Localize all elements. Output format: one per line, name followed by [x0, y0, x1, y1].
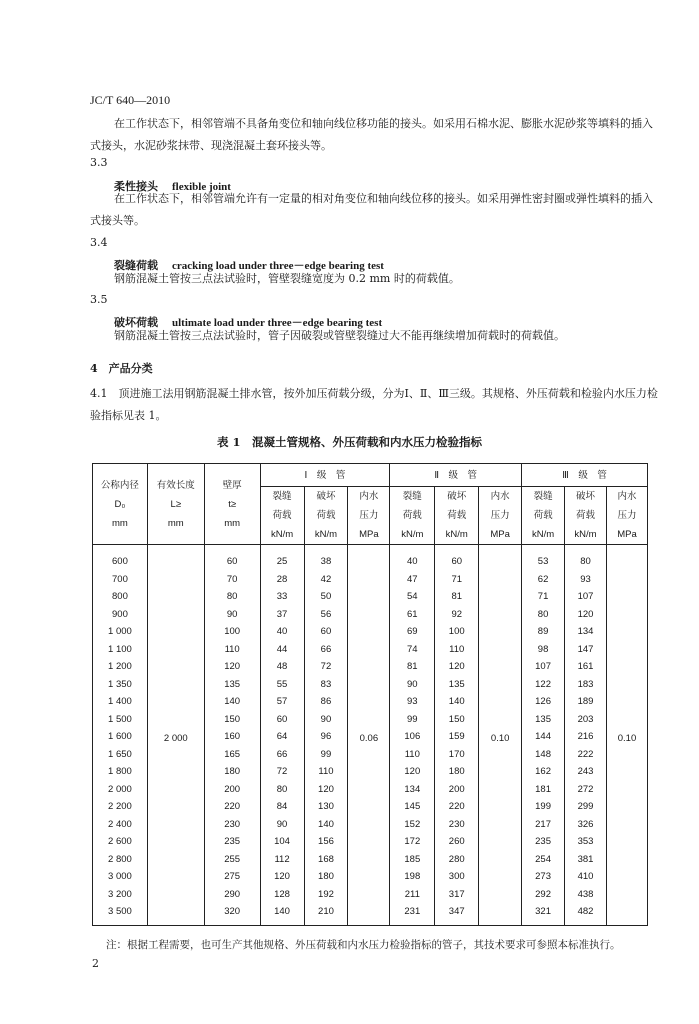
- grade2-ultimate-load-cell: 159: [435, 728, 479, 746]
- term-en: cracking load under three－edge bearing test: [172, 260, 384, 272]
- grade1-ultimate-load-cell: 50: [304, 588, 348, 606]
- grade1-crack-load-cell: 66: [260, 746, 304, 764]
- grade3-crack-load-cell: 144: [522, 728, 565, 746]
- wall-thickness-cell: 80: [204, 588, 260, 606]
- grade1-ultimate-load-cell: 99: [304, 746, 348, 764]
- grade3-crack-load-cell: 254: [522, 851, 565, 869]
- grade3-ultimate-load-cell: 353: [565, 833, 607, 851]
- grade2-ultimate-load-cell: 71: [435, 571, 479, 589]
- grade2-crack-load-cell: 106: [390, 728, 435, 746]
- clause-number-3-4: 3.4: [90, 236, 108, 249]
- grade3-crack-load-cell: 292: [522, 886, 565, 904]
- grade1-crack-load-cell: 84: [260, 798, 304, 816]
- term-en: flexible joint: [172, 181, 231, 193]
- wall-thickness-cell: 120: [204, 658, 260, 676]
- grade3-ultimate-load-cell: 134: [565, 623, 607, 641]
- grade3-ultimate-load-cell: 482: [565, 903, 607, 925]
- grade2-crack-load-cell: 40: [390, 545, 435, 571]
- grade1-crack-load-cell: 140: [260, 903, 304, 925]
- grade1-crack-load-cell: 44: [260, 641, 304, 659]
- grade1-crack-load-cell: 28: [260, 571, 304, 589]
- grade2-crack-load-cell: 61: [390, 606, 435, 624]
- nominal-diameter-cell: 2 600: [93, 833, 148, 851]
- grade2-ultimate-load-cell: 347: [435, 903, 479, 925]
- nominal-diameter-cell: 1 500: [93, 711, 148, 729]
- grade1-ultimate-load-cell: 110: [304, 763, 348, 781]
- wall-thickness-cell: 60: [204, 545, 260, 571]
- ultimate-load-definition: 钢筋混凝土管按三点法试验时，管子因破裂或管壁裂缝过大不能再继续增加荷载时的荷载值。: [114, 329, 565, 342]
- header-nominal-diameter: 公称内径 D₀ mm: [93, 464, 148, 545]
- grade2-crack-load-cell: 93: [390, 693, 435, 711]
- grade3-crack-load-cell: 71: [522, 588, 565, 606]
- grade1-crack-load-cell: 55: [260, 676, 304, 694]
- nominal-diameter-cell: 2 200: [93, 798, 148, 816]
- header-crack-load: 裂缝 荷载 kN/m: [260, 487, 304, 545]
- grade1-crack-load-cell: 104: [260, 833, 304, 851]
- nominal-diameter-cell: 800: [93, 588, 148, 606]
- grade2-ultimate-load-cell: 92: [435, 606, 479, 624]
- grade3-ultimate-load-cell: 222: [565, 746, 607, 764]
- grade3-crack-load-cell: 148: [522, 746, 565, 764]
- wall-thickness-cell: 320: [204, 903, 260, 925]
- grade2-ultimate-load-cell: 260: [435, 833, 479, 851]
- grade2-crack-load-cell: 110: [390, 746, 435, 764]
- wall-thickness-cell: 200: [204, 781, 260, 799]
- header-crack-load: 裂缝 荷载 kN/m: [390, 487, 435, 545]
- header-water-pressure: 内水 压力 MPa: [606, 487, 647, 545]
- grade1-ultimate-load-cell: 130: [304, 798, 348, 816]
- grade3-ultimate-load-cell: 161: [565, 658, 607, 676]
- wall-thickness-cell: 90: [204, 606, 260, 624]
- grade1-ultimate-load-cell: 192: [304, 886, 348, 904]
- grade1-crack-load-cell: 40: [260, 623, 304, 641]
- rigid-joint-definition: 在工作状态下，相邻管端不具备角变位和轴向线位移功能的接头。如采用石棉水泥、膨胀水泥砂浆等填料的插入式接头，水泥砂浆抹带、现浇混凝土套环接头等。: [90, 117, 653, 152]
- grade1-ultimate-load-cell: 86: [304, 693, 348, 711]
- grade1-ultimate-load-cell: 156: [304, 833, 348, 851]
- grade3-ultimate-load-cell: 438: [565, 886, 607, 904]
- grade3-crack-load-cell: 89: [522, 623, 565, 641]
- grade2-ultimate-load-cell: 317: [435, 886, 479, 904]
- grade2-ultimate-load-cell: 280: [435, 851, 479, 869]
- grade3-crack-load-cell: 126: [522, 693, 565, 711]
- clause-4-1: 4.1 顶进施工法用钢筋混凝土排水管，按外加压荷载分级，分为Ⅰ、Ⅱ、Ⅲ三级。其规格、外压荷载和检验内水压力检验指标见表 1。: [90, 387, 658, 422]
- grade2-crack-load-cell: 231: [390, 903, 435, 925]
- nominal-diameter-cell: 2 800: [93, 851, 148, 869]
- grade1-ultimate-load-cell: 66: [304, 641, 348, 659]
- grade2-ultimate-load-cell: 110: [435, 641, 479, 659]
- grade1-pressure-cell: 0.06: [348, 545, 390, 926]
- grade1-crack-load-cell: 120: [260, 868, 304, 886]
- grade1-crack-load-cell: 80: [260, 781, 304, 799]
- grade1-ultimate-load-cell: 168: [304, 851, 348, 869]
- grade3-crack-load-cell: 273: [522, 868, 565, 886]
- wall-thickness-cell: 150: [204, 711, 260, 729]
- header-ultimate-load: 破坏 荷载 kN/m: [565, 487, 607, 545]
- grade3-ultimate-load-cell: 203: [565, 711, 607, 729]
- wall-thickness-cell: 70: [204, 571, 260, 589]
- grade1-crack-load-cell: 25: [260, 545, 304, 571]
- grade2-crack-load-cell: 211: [390, 886, 435, 904]
- grade1-crack-load-cell: 33: [260, 588, 304, 606]
- grade1-crack-load-cell: 90: [260, 816, 304, 834]
- nominal-diameter-cell: 700: [93, 571, 148, 589]
- grade3-ultimate-load-cell: 243: [565, 763, 607, 781]
- header-effective-length: 有效长度 L≥ mm: [147, 464, 204, 545]
- grade3-ultimate-load-cell: 183: [565, 676, 607, 694]
- nominal-diameter-cell: 1 350: [93, 676, 148, 694]
- grade1-crack-load-cell: 48: [260, 658, 304, 676]
- nominal-diameter-cell: 1 100: [93, 641, 148, 659]
- wall-thickness-cell: 255: [204, 851, 260, 869]
- grade2-ultimate-load-cell: 200: [435, 781, 479, 799]
- header-wall-thickness: 壁厚 t≥ mm: [204, 464, 260, 545]
- grade1-ultimate-load-cell: 42: [304, 571, 348, 589]
- header-ultimate-load: 破坏 荷载 kN/m: [435, 487, 479, 545]
- grade3-crack-load-cell: 53: [522, 545, 565, 571]
- grade1-ultimate-load-cell: 72: [304, 658, 348, 676]
- nominal-diameter-cell: 3 000: [93, 868, 148, 886]
- page-number: 2: [92, 957, 99, 970]
- wall-thickness-cell: 100: [204, 623, 260, 641]
- grade3-ultimate-load-cell: 410: [565, 868, 607, 886]
- grade3-crack-load-cell: 217: [522, 816, 565, 834]
- nominal-diameter-cell: 1 800: [93, 763, 148, 781]
- grade2-ultimate-load-cell: 120: [435, 658, 479, 676]
- grade3-ultimate-load-cell: 216: [565, 728, 607, 746]
- table-note: 注：根据工程需要，也可生产其他规格、外压荷载和内水压力检验指标的管子，其技术要求可参照本标准执行。: [106, 939, 621, 951]
- grade3-ultimate-load-cell: 120: [565, 606, 607, 624]
- grade1-ultimate-load-cell: 140: [304, 816, 348, 834]
- wall-thickness-cell: 110: [204, 641, 260, 659]
- grade2-crack-load-cell: 99: [390, 711, 435, 729]
- grade3-crack-load-cell: 62: [522, 571, 565, 589]
- header-grade-3: Ⅲ 级 管: [522, 464, 648, 487]
- wall-thickness-cell: 290: [204, 886, 260, 904]
- grade2-crack-load-cell: 198: [390, 868, 435, 886]
- grade2-crack-load-cell: 145: [390, 798, 435, 816]
- grade3-ultimate-load-cell: 107: [565, 588, 607, 606]
- term-cn: 柔性接头: [114, 180, 158, 193]
- grade1-ultimate-load-cell: 210: [304, 903, 348, 925]
- grade1-crack-load-cell: 57: [260, 693, 304, 711]
- wall-thickness-cell: 165: [204, 746, 260, 764]
- grade3-ultimate-load-cell: 80: [565, 545, 607, 571]
- grade2-pressure-cell: 0.10: [479, 545, 522, 926]
- wall-thickness-cell: 275: [204, 868, 260, 886]
- grade2-ultimate-load-cell: 300: [435, 868, 479, 886]
- grade3-ultimate-load-cell: 93: [565, 571, 607, 589]
- grade2-crack-load-cell: 47: [390, 571, 435, 589]
- nominal-diameter-cell: 2 000: [93, 781, 148, 799]
- header-water-pressure: 内水 压力 MPa: [479, 487, 522, 545]
- grade3-ultimate-load-cell: 272: [565, 781, 607, 799]
- header-grade-2: Ⅱ 级 管: [390, 464, 522, 487]
- standard-code: JC/T 640—2010: [90, 93, 171, 107]
- grade1-crack-load-cell: 112: [260, 851, 304, 869]
- grade2-crack-load-cell: 90: [390, 676, 435, 694]
- nominal-diameter-cell: 1 000: [93, 623, 148, 641]
- section-4-heading: 4 产品分类: [90, 362, 153, 375]
- effective-length-cell: 2 000: [147, 545, 204, 926]
- grade1-crack-load-cell: 37: [260, 606, 304, 624]
- nominal-diameter-cell: 1 200: [93, 658, 148, 676]
- wall-thickness-cell: 180: [204, 763, 260, 781]
- grade3-crack-load-cell: 122: [522, 676, 565, 694]
- nominal-diameter-cell: 1 600: [93, 728, 148, 746]
- grade2-ultimate-load-cell: 230: [435, 816, 479, 834]
- nominal-diameter-cell: 2 400: [93, 816, 148, 834]
- grade3-crack-load-cell: 80: [522, 606, 565, 624]
- nominal-diameter-cell: 600: [93, 545, 148, 571]
- grade2-ultimate-load-cell: 60: [435, 545, 479, 571]
- cracking-load-definition: 钢筋混凝土管按三点法试验时，管壁裂缝宽度为 0.2 mm 时的荷载值。: [114, 272, 460, 285]
- grade3-crack-load-cell: 107: [522, 658, 565, 676]
- grade1-crack-load-cell: 128: [260, 886, 304, 904]
- grade3-crack-load-cell: 199: [522, 798, 565, 816]
- nominal-diameter-cell: 1 650: [93, 746, 148, 764]
- grade3-crack-load-cell: 321: [522, 903, 565, 925]
- flexible-joint-definition: 在工作状态下，相邻管端允许有一定量的相对角变位和轴向线位移的接头。如采用弹性密封圈或弹性填料的插入式接头等。: [90, 192, 653, 227]
- grade3-ultimate-load-cell: 326: [565, 816, 607, 834]
- grade2-ultimate-load-cell: 180: [435, 763, 479, 781]
- grade3-ultimate-load-cell: 381: [565, 851, 607, 869]
- grade2-crack-load-cell: 172: [390, 833, 435, 851]
- grade3-crack-load-cell: 235: [522, 833, 565, 851]
- grade2-crack-load-cell: 185: [390, 851, 435, 869]
- table-title: 表 1 混凝土管规格、外压荷载和内水压力检验指标: [216, 435, 482, 449]
- grade3-crack-load-cell: 162: [522, 763, 565, 781]
- grade1-ultimate-load-cell: 83: [304, 676, 348, 694]
- wall-thickness-cell: 135: [204, 676, 260, 694]
- grade2-ultimate-load-cell: 81: [435, 588, 479, 606]
- wall-thickness-cell: 230: [204, 816, 260, 834]
- grade2-crack-load-cell: 54: [390, 588, 435, 606]
- header-ultimate-load: 破坏 荷载 kN/m: [304, 487, 348, 545]
- nominal-diameter-cell: 900: [93, 606, 148, 624]
- clause-number-3-5: 3.5: [90, 293, 108, 306]
- wall-thickness-cell: 235: [204, 833, 260, 851]
- grade1-ultimate-load-cell: 60: [304, 623, 348, 641]
- wall-thickness-cell: 140: [204, 693, 260, 711]
- nominal-diameter-cell: 3 500: [93, 903, 148, 925]
- grade1-ultimate-load-cell: 96: [304, 728, 348, 746]
- grade3-ultimate-load-cell: 189: [565, 693, 607, 711]
- grade2-ultimate-load-cell: 100: [435, 623, 479, 641]
- nominal-diameter-cell: 3 200: [93, 886, 148, 904]
- header-grade-1: Ⅰ 级 管: [260, 464, 390, 487]
- header-water-pressure: 内水 压力 MPa: [348, 487, 390, 545]
- grade3-crack-load-cell: 181: [522, 781, 565, 799]
- term-cn: 裂缝荷载: [114, 259, 158, 272]
- grade1-ultimate-load-cell: 90: [304, 711, 348, 729]
- grade2-crack-load-cell: 134: [390, 781, 435, 799]
- term-cn: 破坏荷载: [114, 316, 158, 329]
- grade1-crack-load-cell: 60: [260, 711, 304, 729]
- grade2-crack-load-cell: 69: [390, 623, 435, 641]
- grade2-crack-load-cell: 152: [390, 816, 435, 834]
- nominal-diameter-cell: 1 400: [93, 693, 148, 711]
- grade1-ultimate-load-cell: 180: [304, 868, 348, 886]
- wall-thickness-cell: 160: [204, 728, 260, 746]
- grade3-pressure-cell: 0.10: [606, 545, 647, 926]
- grade2-ultimate-load-cell: 220: [435, 798, 479, 816]
- grade2-ultimate-load-cell: 140: [435, 693, 479, 711]
- wall-thickness-cell: 220: [204, 798, 260, 816]
- table-row: [93, 545, 648, 571]
- grade1-ultimate-load-cell: 38: [304, 545, 348, 571]
- term-en: ultimate load under three－edge bearing test: [172, 317, 383, 329]
- grade3-crack-load-cell: 135: [522, 711, 565, 729]
- clause-number-3-3: 3.3: [90, 156, 108, 169]
- grade3-ultimate-load-cell: 147: [565, 641, 607, 659]
- grade1-ultimate-load-cell: 56: [304, 606, 348, 624]
- grade1-ultimate-load-cell: 120: [304, 781, 348, 799]
- grade1-crack-load-cell: 72: [260, 763, 304, 781]
- grade1-crack-load-cell: 64: [260, 728, 304, 746]
- spec-table: [92, 463, 648, 926]
- grade2-crack-load-cell: 120: [390, 763, 435, 781]
- grade3-ultimate-load-cell: 299: [565, 798, 607, 816]
- grade2-ultimate-load-cell: 150: [435, 711, 479, 729]
- grade3-crack-load-cell: 98: [522, 641, 565, 659]
- grade2-crack-load-cell: 74: [390, 641, 435, 659]
- table-body: [93, 545, 648, 926]
- grade2-crack-load-cell: 81: [390, 658, 435, 676]
- header-crack-load: 裂缝 荷载 kN/m: [522, 487, 565, 545]
- grade2-ultimate-load-cell: 135: [435, 676, 479, 694]
- grade2-ultimate-load-cell: 170: [435, 746, 479, 764]
